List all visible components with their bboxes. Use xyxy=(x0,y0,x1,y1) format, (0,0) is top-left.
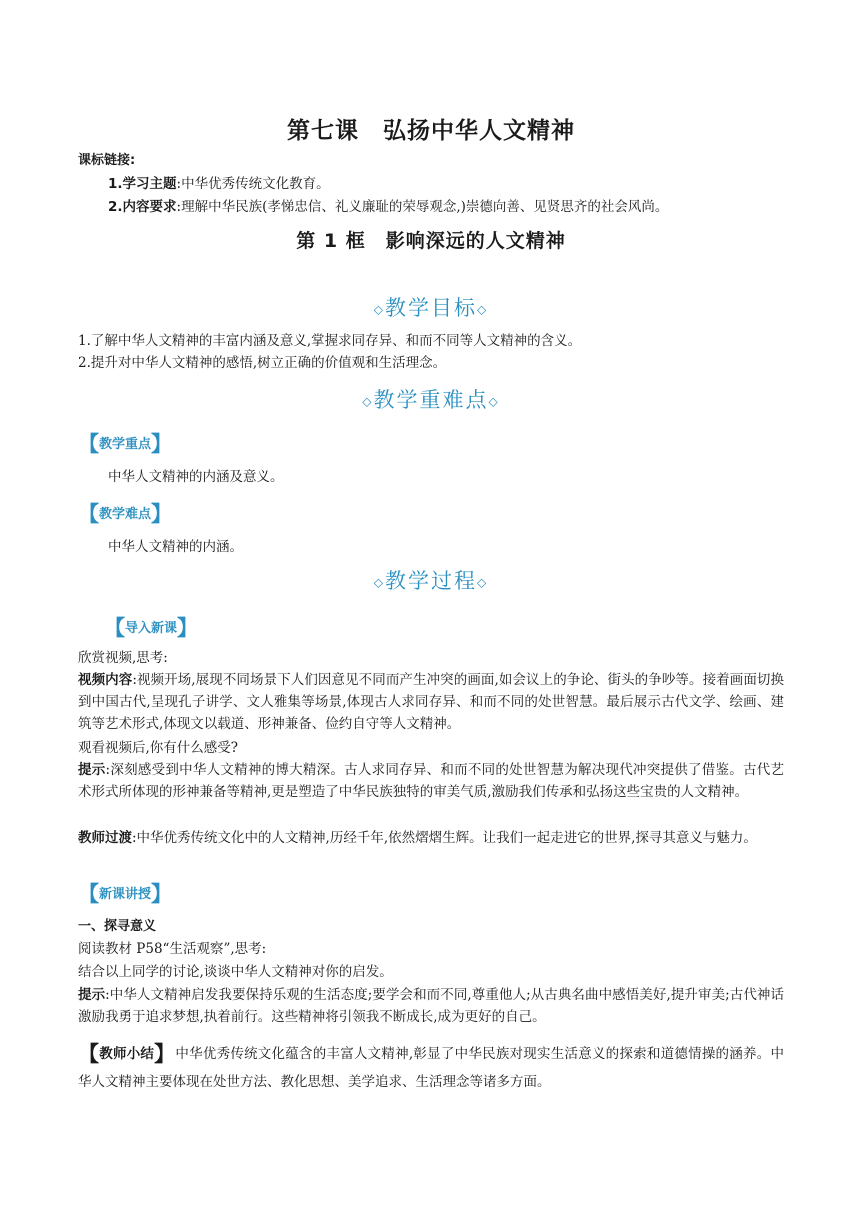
part-1-title: 一、探寻意义 xyxy=(78,919,157,934)
curriculum-item-2-text: :理解中华民族(孝悌忠信、礼义廉耻的荣辱观念,)崇德向善、见贤思齐的社会风尚。 xyxy=(176,199,669,215)
hint-1 xyxy=(78,759,784,803)
difficulty-text: 中华人文精神的内涵。 xyxy=(108,539,243,555)
goals-heading xyxy=(78,292,784,322)
curriculum-item-1 xyxy=(108,173,814,195)
curriculum-heading: 课标链接: xyxy=(78,153,136,168)
curriculum-item-1-text: :中华优秀传统文化教育。 xyxy=(176,176,330,192)
difficulty-tag: 【教学难点】 xyxy=(78,502,173,526)
read-instruction: 阅读教材 P58“生活观察”,思考: xyxy=(78,941,267,957)
process-heading-text: 教学过程 xyxy=(385,569,477,593)
discussion-question: 结合以上同学的讨论,谈谈中华人文精神对你的启发。 xyxy=(78,964,393,980)
summary-text: 中华优秀传统文化蕴含的丰富人文精神,彰显了中华民族对现实生活意义的探索和道德情操的涵养。中华人文精神主要体现在处世方法、教化思想、美学追求、生活理念等诸多方面。 xyxy=(78,1046,784,1090)
hint-2-label: 提示 xyxy=(78,987,106,1003)
diamond-right-icon: ◇ xyxy=(488,394,500,409)
diamond-left-icon: ◇ xyxy=(373,302,385,317)
curriculum-item-2-label: 2.内容要求 xyxy=(108,199,177,215)
teacher-transition xyxy=(78,827,784,849)
new-lesson-tag: 【新课讲授】 xyxy=(78,882,173,906)
section-title: 第 1 框 影响深远的人文精神 xyxy=(296,230,566,252)
curriculum-item-1-label: 1.学习主题 xyxy=(108,176,177,192)
video-question: 观看视频后,你有什么感受? xyxy=(78,740,239,756)
diamond-right-icon: ◇ xyxy=(477,575,489,590)
intro-tag: 【导入新课】 xyxy=(104,616,199,640)
hint-1-label: 提示 xyxy=(78,762,106,778)
goal-item-1: 1.了解中华人文精神的丰富内涵及意义,掌握求同存异、和而不同等人文精神的含义。 xyxy=(78,333,582,349)
diamond-left-icon: ◇ xyxy=(373,575,385,590)
lesson-title: 第七课 弘扬中华人文精神 xyxy=(287,118,575,144)
new-lesson-tag-text: 新课讲授 xyxy=(99,887,152,902)
summary-label: 教师小结 xyxy=(99,1046,155,1062)
diamond-left-icon: ◇ xyxy=(362,394,374,409)
focus-text: 中华人文精神的内涵及意义。 xyxy=(108,469,284,485)
focus-tag-text: 教学重点 xyxy=(99,437,152,452)
goals-heading-text: 教学目标 xyxy=(385,296,477,320)
watch-prompt: 欣赏视频,思考: xyxy=(78,650,168,666)
hint-2 xyxy=(78,984,784,1028)
video-text: :视频开场,展现不同场景下人们因意见不同而产生冲突的画面,如会议上的争论、街头的争吵等。接着画面切换到中国古代,呈现孔子讲学、文人雅集等场景,体现古人求同存异、和而不同的处世智慧。最后展示古代文学、绘画、建筑等艺术形式,体现文以载道、形神兼备、俭约自守等人文精神。 xyxy=(78,672,785,732)
goal-item-2: 2.提升对中华人文精神的感悟,树立正确的价值观和生活理念。 xyxy=(78,355,447,371)
key-points-heading xyxy=(78,384,784,414)
curriculum-item-2 xyxy=(108,196,814,218)
teacher-summary: 【教师小结】中华优秀传统文化蕴含的丰富人文精神,彰显了中华民族对现实生活意义的探索和道德情操的涵养。中华人文精神主要体现在处世方法、教化思想、美学追求、生活理念等诸多方面。 xyxy=(78,1041,784,1090)
focus-tag: 【教学重点】 xyxy=(78,432,173,456)
video-content xyxy=(78,669,784,735)
diamond-right-icon: ◇ xyxy=(477,302,489,317)
transition-text: :中华优秀传统文化中的人文精神,历经千年,依然熠熠生辉。让我们一起走进它的世界,探寻其意义与魅力。 xyxy=(132,830,757,846)
intro-tag-text: 导入新课 xyxy=(125,621,178,636)
hint-1-text: :深刻感受到中华人文精神的博大精深。古人求同存异、和而不同的处世智慧为解决现代冲突提供了借鉴。古代艺术形式所体现的形神兼备等精神,更是塑造了中华民族独特的审美气质,激励我们传承和弘扬这些宝贵的人文精神。 xyxy=(78,762,785,800)
hint-2-text: :中华人文精神启发我要保持乐观的生活态度;要学会和而不同,尊重他人;从古典名曲中感悟美好,提升审美;古代神话激励我勇于追求梦想,执着前行。这些精神将引领我不断成长,成为更好的自己。 xyxy=(78,987,784,1025)
difficulty-tag-text: 教学难点 xyxy=(99,507,152,522)
process-heading xyxy=(78,565,784,595)
key-points-heading-text: 教学重难点 xyxy=(373,388,489,412)
transition-label: 教师过渡 xyxy=(78,830,132,846)
video-label: 视频内容 xyxy=(78,672,133,688)
